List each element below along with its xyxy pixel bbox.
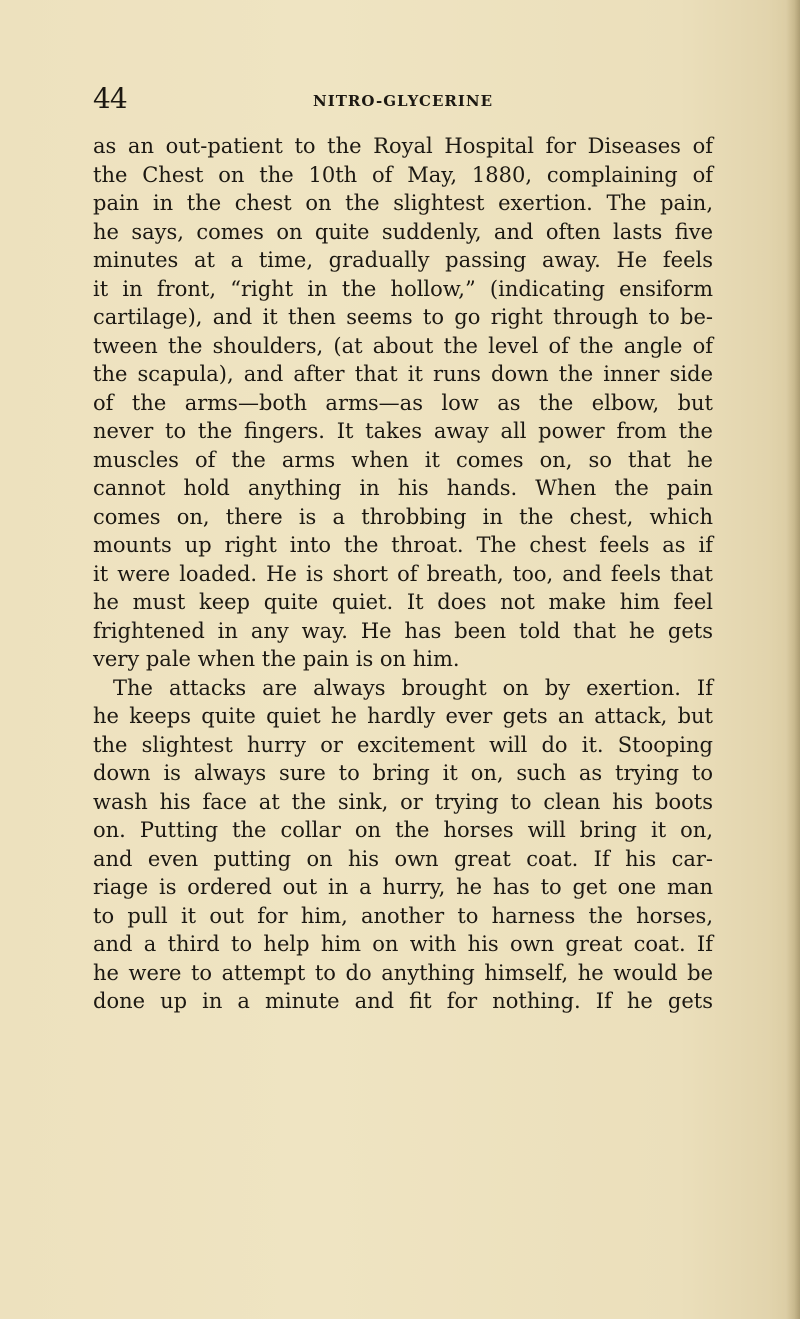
text-line-paragraph-start: The attacks are always brought on by exertion. If	[113, 675, 713, 700]
page-number: 44	[93, 82, 127, 115]
text-line: tween the shoulders, (at about the level of the angle of	[93, 333, 713, 358]
text-line: the scapula), and after that it runs down the inner side	[93, 362, 713, 386]
text-line: on. Putting the collar on the horses will bring it on,	[93, 818, 713, 842]
running-head: NITRO-GLYCERINE	[313, 92, 494, 110]
text-line: it in front, “right in the hollow,” (indicating ensiform	[93, 276, 713, 301]
text-line: as an out-patient to the Royal Hospital for Diseases of	[93, 134, 713, 158]
text-line: and even putting on his own great coat. If his car-	[93, 846, 713, 871]
text-line: and a third to help him on with his own great coat. If	[93, 932, 713, 956]
text-line: the Chest on the 10th of May, 1880, complaining of	[93, 162, 713, 187]
text-line: muscles of the arms when it comes on, so that he	[93, 447, 713, 472]
text-line-paragraph-end: very pale when the pain is on him.	[93, 647, 460, 671]
text-line: it were loaded. He is short of breath, too, and feels that	[93, 561, 713, 586]
text-line: he keeps quite quiet he hardly ever gets an attack, but	[93, 704, 713, 728]
body-text	[93, 132, 713, 1016]
text-line: never to the fingers. It takes away all power from the	[93, 419, 713, 443]
text-line: cannot hold anything in his hands. When the pain	[93, 476, 713, 500]
text-line: the slightest hurry or excitement will do it. Stooping	[93, 732, 713, 757]
text-line: down is always sure to bring it on, such as trying to	[93, 761, 713, 785]
text-line: he were to attempt to do anything himself, he would be	[93, 960, 713, 985]
text-line: minutes at a time, gradually passing away. He feels	[93, 248, 713, 272]
text-line: done up in a minute and fit for nothing. If he gets	[93, 989, 713, 1013]
text-line: he says, comes on quite suddenly, and often lasts five	[93, 219, 713, 244]
text-line: of the arms—both arms—as low as the elbow, but	[93, 390, 713, 415]
text-line: cartilage), and it then seems to go right through to be-	[93, 305, 713, 329]
text-line: to pull it out for him, another to harness the horses,	[93, 903, 713, 928]
text-line: riage is ordered out in a hurry, he has to get one man	[93, 875, 713, 899]
text-line: comes on, there is a throbbing in the chest, which	[93, 504, 713, 529]
text-line: he must keep quite quiet. It does not make him feel	[93, 590, 713, 614]
text-line: mounts up right into the throat. The chest feels as if	[93, 533, 713, 557]
text-line: pain in the chest on the slightest exertion. The pain,	[93, 191, 713, 215]
text-line: frightened in any way. He has been told that he gets	[93, 618, 713, 643]
page-edge-shadow	[786, 0, 800, 1319]
text-line: wash his face at the sink, or trying to clean his boots	[93, 789, 713, 814]
page-header	[93, 80, 713, 120]
